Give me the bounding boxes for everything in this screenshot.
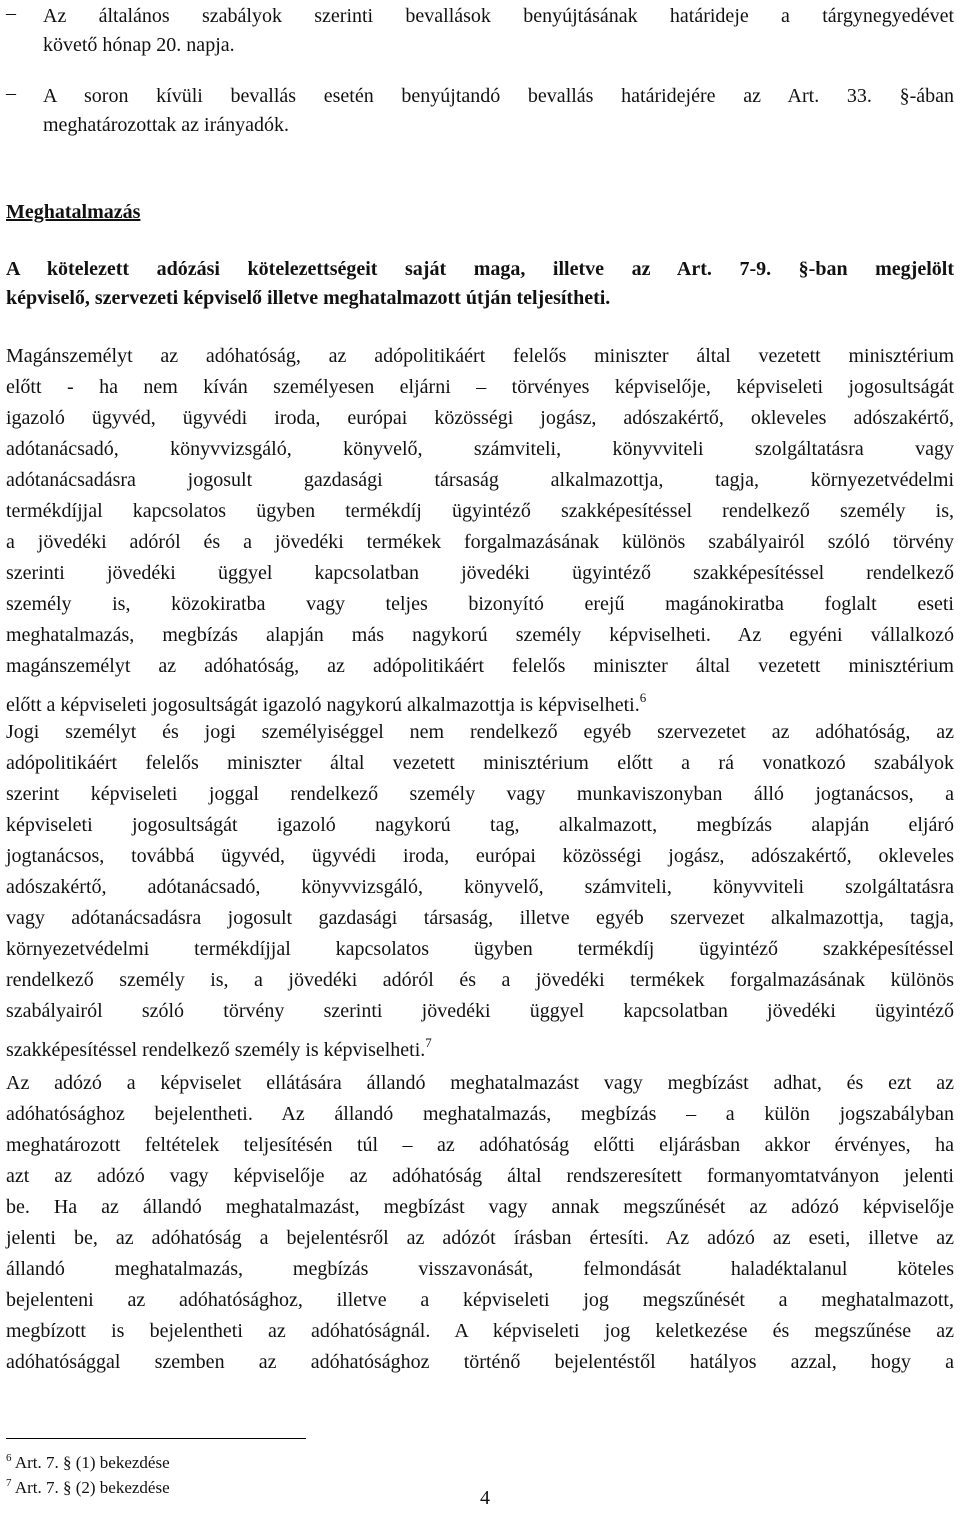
paragraph-3-line: meghatározott feltételek teljesítésén túl – az adóhatóság előtti eljárásban akkor érvényes, ha <box>6 1134 954 1156</box>
paragraph-2-line: jogtanácsos, továbbá ügyvéd, ügyvédi iroda, európai közösségi jogász, adószakértő, okleveles <box>6 845 954 867</box>
paragraph-2-line: adópolitikáért felelős miniszter által vezetett minisztérium előtt a rá vonatkozó szabályok <box>6 752 954 774</box>
paragraph-2-last-line <box>6 1027 954 1066</box>
paragraph-3 <box>6 1068 954 1378</box>
paragraph-3-line: azt az adózó vagy képviselője az adóhatóság által rendszeresített formanyomtatványon jelenti <box>6 1165 954 1187</box>
paragraph-3-line: Az adózó a képviselet ellátására állandó meghatalmazást vagy megbízást adhat, és ezt az <box>6 1072 954 1094</box>
paragraph-2 <box>6 717 954 1066</box>
section-heading: Meghatalmazás <box>6 201 141 223</box>
paragraph-1-line: meghatalmazás, megbízás alapján más nagykorú személy képviselheti. Az egyéni vállalkozó <box>6 624 954 646</box>
footnote-separator <box>6 1438 306 1439</box>
footnote-ref-6[interactable]: 6 <box>639 690 647 705</box>
list-item-2-line-1: A soron kívüli bevallás esetén benyújtandó bevallás határidejére az Art. 33. §-ában <box>43 85 954 107</box>
paragraph-1-last-line <box>6 682 954 721</box>
paragraph-1-line: személy is, közokiratba vagy teljes bizonyító erejű magánokiratba foglalt eseti <box>6 593 954 615</box>
paragraph-3-line: állandó meghatalmazás, megbízás visszavonását, felmondását haladéktalanul köteles <box>6 1258 954 1280</box>
paragraph-2-line: szakképesítéssel rendelkező személy is képviselheti. <box>6 1039 426 1061</box>
paragraph-3-line: adóhatósághoz bejelentheti. Az állandó meghatalmazás, megbízás – a külön jogszabályban <box>6 1103 954 1125</box>
paragraph-2-line: adószakértő, adótanácsadó, könyvvizsgáló, könyvelő, számviteli, könyvviteli szolgáltatásra <box>6 876 954 898</box>
paragraph-1-line: adótanácsadó, könyvvizsgáló, könyvelő, számviteli, könyvviteli szolgáltatásra vagy <box>6 438 954 460</box>
paragraph-3-line: bejelenteni az adóhatósághoz, illetve a képviseleti jog megszűnését a meghatalmazott, <box>6 1289 954 1311</box>
paragraph-1 <box>6 341 954 721</box>
paragraph-2-line: szabályairól szóló törvény szerinti jövedéki üggyel kapcsolatban jövedéki ügyintéző <box>6 1000 954 1022</box>
list-dash-2: – <box>6 82 16 104</box>
paragraph-1-line: igazoló ügyvéd, ügyvédi iroda, európai közösségi jogász, adószakértő, okleveles adószakértő, <box>6 407 954 429</box>
list-dash-1: – <box>6 2 16 24</box>
paragraph-3-line: be. Ha az állandó meghatalmazást, megbízást vagy annak megszűnését az adózó képviselője <box>6 1196 954 1218</box>
paragraph-3-line: adóhatósággal szemben az adóhatósághoz történő bejelentéstől hatályos azzal, hogy a <box>6 1351 954 1373</box>
paragraph-1-line: Magánszemélyt az adóhatóság, az adópolitikáért felelős miniszter által vezetett minisztérium <box>6 345 954 367</box>
paragraph-2-line: vagy adótanácsadásra jogosult gazdasági társaság, illetve egyéb szervezet alkalmazottja, tagja, <box>6 907 954 929</box>
page-number: 4 <box>480 1487 490 1509</box>
paragraph-2-line: rendelkező személy is, a jövedéki adóról és a jövedéki termékek forgalmazásának különös <box>6 969 954 991</box>
intro-line-1: A kötelezett adózási kötelezettségeit saját maga, illetve az Art. 7-9. §-ban megjelölt <box>6 258 954 280</box>
paragraph-1-line: termékdíjjal kapcsolatos ügyben termékdíj ügyintéző szakképesítéssel rendelkező személy is, <box>6 500 954 522</box>
paragraph-2-line: szerint képviseleti joggal rendelkező személy vagy munkaviszonyban álló jogtanácsos, a <box>6 783 954 805</box>
footnote-text: Art. 7. § (2) bekezdése <box>14 1478 170 1497</box>
footnote-text: Art. 7. § (1) bekezdése <box>14 1453 170 1472</box>
footnote-7 <box>6 1471 170 1500</box>
paragraph-2-line: képviseleti jogosultságát igazoló nagykorú tag, alkalmazott, megbízás alapján eljáró <box>6 814 954 836</box>
paragraph-1-line: magánszemélyt az adóhatóság, az adópolitikáért felelős miniszter által vezetett minisztérium <box>6 655 954 677</box>
footnote-marker: 7 <box>6 1477 12 1489</box>
paragraph-1-line: szerinti jövedéki üggyel kapcsolatban jövedéki ügyintéző szakképesítéssel rendelkező <box>6 562 954 584</box>
paragraph-3-line: megbízott is bejelentheti az adóhatóságnál. A képviseleti jog keletkezése és megszűnése az <box>6 1320 954 1342</box>
paragraph-2-line: környezetvédelmi termékdíjjal kapcsolatos ügyben termékdíj ügyintéző szakképesítéssel <box>6 938 954 960</box>
paragraph-1-line: előtt a képviseleti jogosultságát igazoló nagykorú alkalmazottja is képviselheti. <box>6 694 640 716</box>
paragraph-1-line: előtt - ha nem kíván személyesen eljárni – törvényes képviselője, képviseleti jogosultságát <box>6 376 954 398</box>
list-item-1-line-2: követő hónap 20. napja. <box>43 34 235 56</box>
paragraph-1-line: adótanácsadásra jogosult gazdasági társaság alkalmazottja, tagja, környezetvédelmi <box>6 469 954 491</box>
paragraph-2-line: Jogi személyt és jogi személyiséggel nem rendelkező egyéb szervezetet az adóhatóság, az <box>6 721 954 743</box>
footnote-ref-7[interactable]: 7 <box>425 1035 432 1050</box>
list-item-1-line-1: Az általános szabályok szerinti bevallások benyújtásának határideje a tárgynegyedévet <box>43 5 954 27</box>
paragraph-3-line: jelenti be, az adóhatóság a bejelentésről az adózót írásban értesíti. Az adózó az eseti, illetve az <box>6 1227 954 1249</box>
intro-line-2: képviselő, szervezeti képviselő illetve meghatalmazott útján teljesítheti. <box>6 287 611 309</box>
paragraph-1-line: a jövedéki adóról és a jövedéki termékek forgalmazásának különös szabályairól szóló törvény <box>6 531 954 553</box>
list-item-2-line-2: meghatározottak az irányadók. <box>43 114 289 136</box>
footnote-marker: 6 <box>6 1452 12 1464</box>
